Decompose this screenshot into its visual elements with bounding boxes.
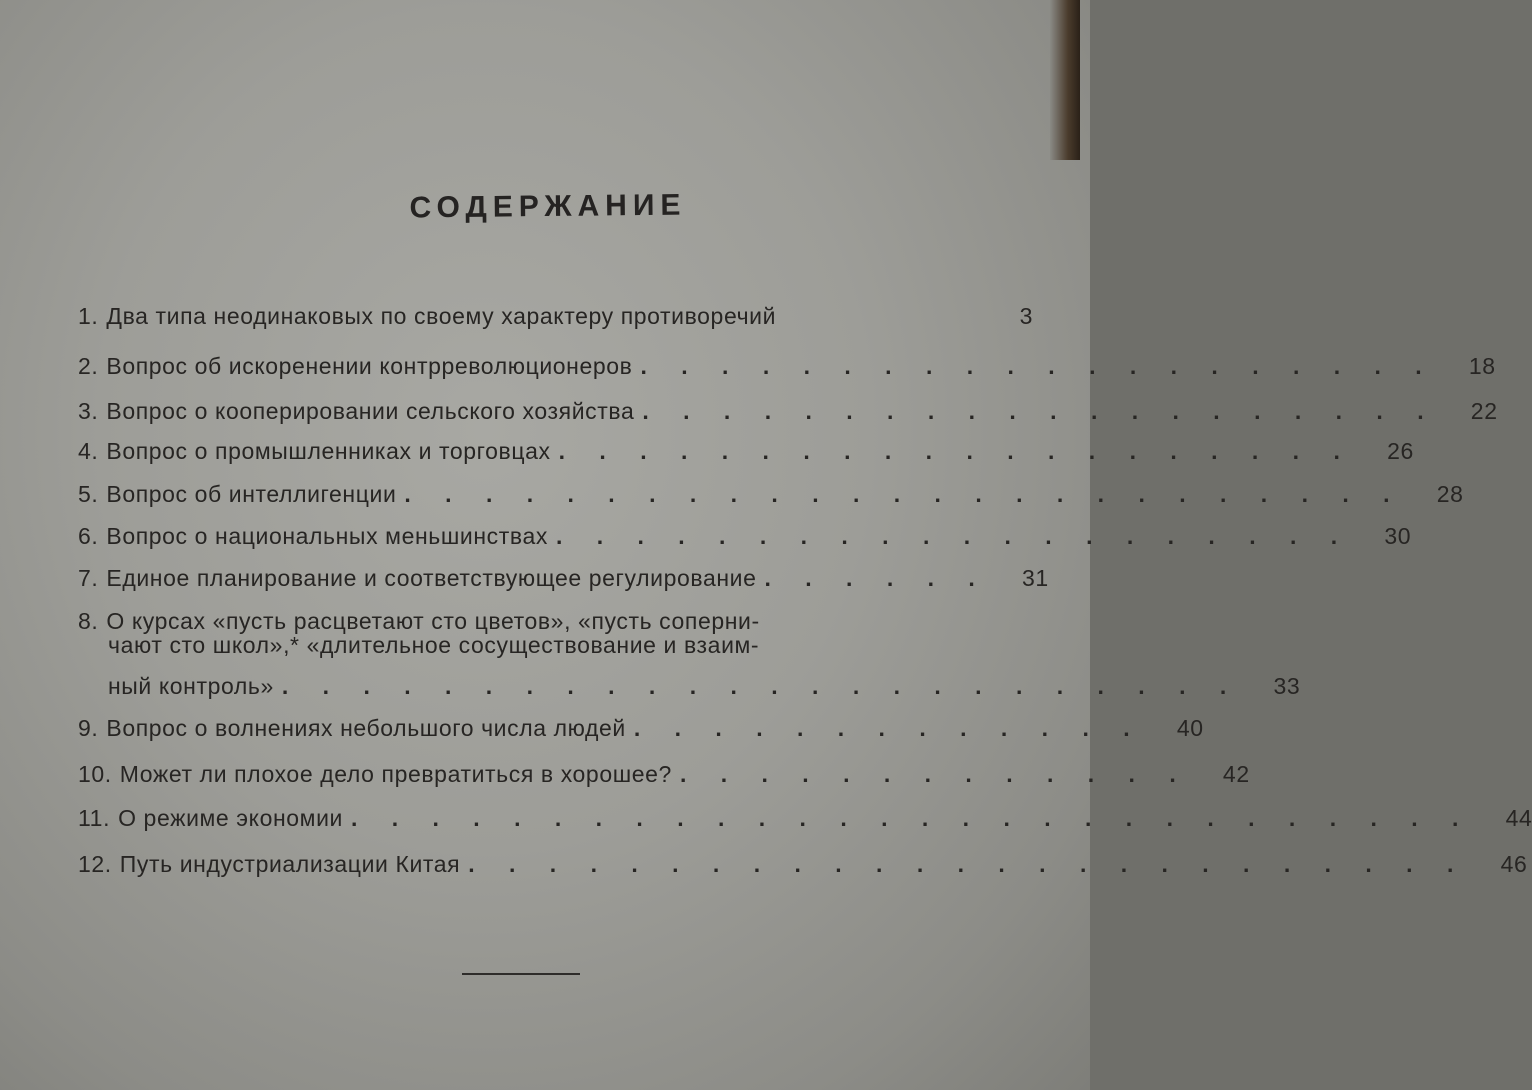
dot-leader: . . . . . . . . . . . . . . . . . . . . — [642, 398, 1438, 424]
entry-number: 4. — [78, 438, 99, 464]
entry-title-line-3: ный контроль» — [108, 673, 274, 699]
toc-entry-8-last-line — [108, 660, 1301, 700]
entry-title: Может ли плохое дело превратиться в хорошее? — [119, 761, 672, 787]
entry-number: 7. — [78, 565, 99, 591]
dot-leader: . . . . . . . . . . . . . . . . . . . . — [558, 438, 1354, 464]
entry-page: 44 — [1505, 805, 1532, 831]
dot-leader: . . . . . . . . . . . . . . . . . . . . — [640, 353, 1436, 379]
entry-page: 42 — [1222, 761, 1250, 787]
toc-entry-1 — [78, 290, 1033, 330]
toc-entry-10 — [78, 748, 1250, 788]
entry-number: 6. — [78, 523, 99, 549]
entry-title: Вопрос об искоренении контрреволюционеров — [106, 353, 633, 379]
entry-title: Вопрос о волнениях небольшого числа людей — [106, 715, 626, 741]
closing-rule — [462, 973, 580, 975]
entry-number: 5. — [78, 481, 99, 507]
entry-number: 2. — [78, 353, 99, 379]
entry-title-line-1: О курсах «пусть расцветают сто цветов», «пусть соперни- — [106, 608, 760, 634]
toc-entry-2 — [78, 340, 1496, 380]
entry-number: 12. — [78, 851, 112, 877]
toc-entry-5 — [78, 468, 1464, 508]
toc-entry-12 — [78, 838, 1528, 878]
entry-number: 10. — [78, 761, 112, 787]
entry-title: Два типа неодинаковых по своему характеру противоречий — [106, 303, 777, 329]
entry-title-line-2: чают сто школ»,* «длительное сосуществование и взаим- — [108, 632, 760, 658]
toc-entry-4 — [78, 425, 1414, 465]
entry-title: Вопрос о кооперировании сельского хозяйства — [106, 398, 635, 424]
toc-entry-3 — [78, 385, 1498, 425]
entry-page: 18 — [1468, 353, 1496, 379]
entry-title: Вопрос об интеллигенции — [106, 481, 397, 507]
page-title: СОДЕРЖАНИЕ — [409, 188, 687, 225]
entry-page: 31 — [1021, 565, 1049, 591]
entry-page: 46 — [1500, 851, 1528, 877]
entry-page: 26 — [1387, 438, 1414, 464]
toc-entry-8 — [78, 595, 1033, 635]
dot-leader: . . . . . . . . . . . . . . . . . . . . . . . . . . . . — [350, 805, 1473, 831]
entry-number: 3. — [78, 398, 99, 424]
entry-page: 30 — [1384, 523, 1412, 549]
entry-title: Вопрос о национальных меньшинствах — [106, 523, 548, 549]
entry-page: 33 — [1273, 673, 1301, 699]
entry-title: Единое планирование и соответствующее регулирование — [106, 565, 757, 591]
toc-entry-6 — [78, 510, 1412, 550]
toc-entry-7 — [78, 552, 1049, 592]
entry-page: 40 — [1176, 715, 1204, 741]
toc-entry-11 — [78, 792, 1532, 832]
entry-page: 28 — [1436, 481, 1464, 507]
dot-leader: . . . . . . . . . . . . . . . . . . . . . . . . . — [468, 851, 1468, 877]
dot-leader: . . . . . . . . . . . . . — [633, 715, 1144, 741]
entry-title: Путь индустриализации Китая — [119, 851, 461, 877]
entry-number: 9. — [78, 715, 99, 741]
entry-number: 11. — [78, 805, 111, 831]
dot-leader: . . . . . . . . . . . . . . . . . . . . . . . . — [281, 673, 1241, 699]
entry-page: 22 — [1470, 398, 1498, 424]
dot-leader: . . . . . . . . . . . . . — [679, 761, 1190, 787]
dot-leader: . . . . . . — [764, 565, 989, 591]
dot-leader: . . . . . . . . . . . . . . . . . . . . — [555, 523, 1352, 549]
entry-number: 1. — [78, 303, 99, 329]
entry-number: 8. — [78, 608, 99, 634]
dot-leader: . . . . . . . . . . . . . . . . . . . . . . . . . — [404, 481, 1404, 507]
toc-entry-9 — [78, 702, 1204, 742]
entry-title: Вопрос о промышленниках и торговцах — [106, 438, 551, 464]
entry-title: О режиме экономии — [118, 805, 343, 831]
entry-page: 3 — [1019, 303, 1033, 329]
